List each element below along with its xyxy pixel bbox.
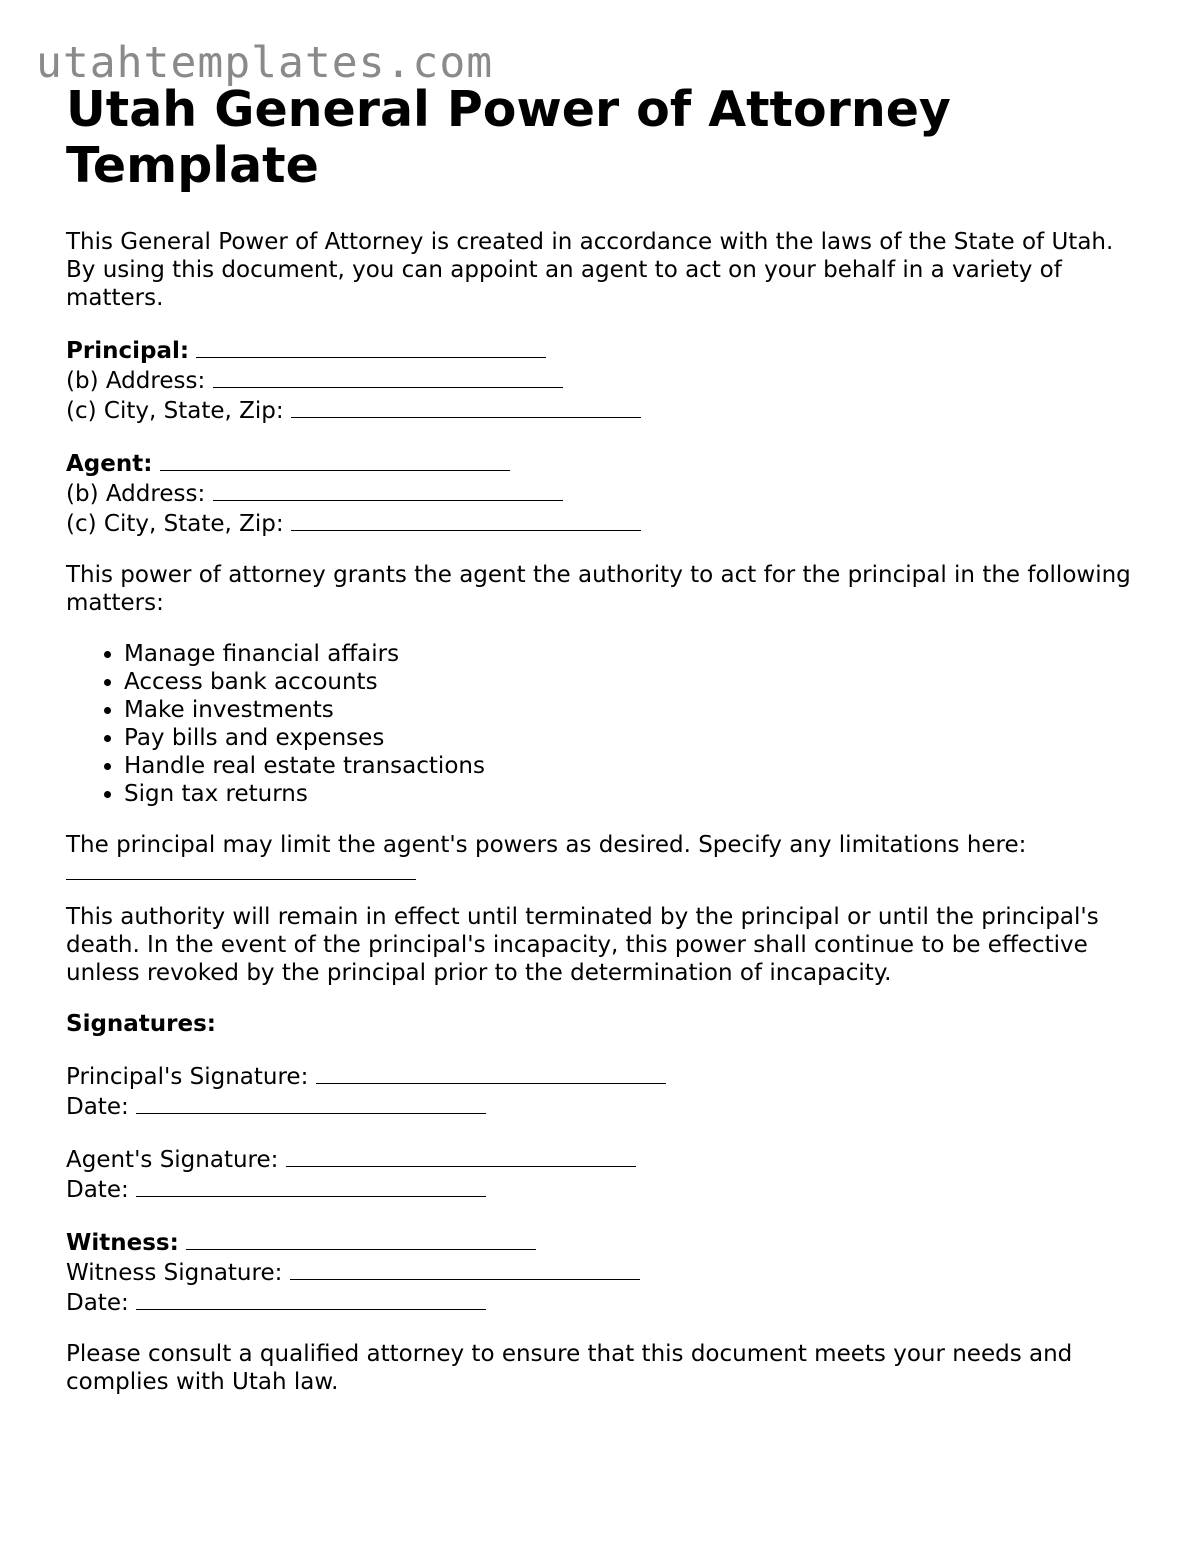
intro-paragraph: This General Power of Attorney is created in accordance with the laws of the State of Utah. By using this document, you can appoint an agent to act on your behalf in a variety of matters. [66, 229, 1114, 311]
witness-section [66, 1227, 1136, 1317]
disclaimer-paragraph: Please consult a qualified attorney to ensure that this document meets your needs and complies with Utah law. [66, 1341, 1073, 1395]
list-item: • Access bank accounts [124, 668, 1136, 696]
witness-date-field[interactable] [136, 1287, 486, 1310]
agent-city-field[interactable] [291, 508, 641, 531]
list-item: • Pay bills and expenses [124, 724, 1136, 752]
limitations-paragraph: The principal may limit the agent's powers as desired. Specify any limitations here: [66, 832, 1027, 858]
agent-signature-label: Agent's Signature: [66, 1147, 279, 1173]
agent-city-label: (c) City, State, Zip: [66, 511, 284, 537]
duration-paragraph: This authority will remain in effect until terminated by the principal or until the principal's death. In the event of the principal's incapacity, this power shall continue to be effective unless revoked by the principal prior to the determination of incapacity. [66, 904, 1099, 986]
principal-section [66, 335, 1136, 425]
principal-date-label: Date: [66, 1094, 129, 1120]
document-page [66, 82, 1136, 1396]
grant-paragraph: This power of attorney grants the agent the authority to act for the principal in the following matters: [66, 562, 1131, 616]
agent-section [66, 448, 1136, 538]
agent-date-label: Date: [66, 1177, 129, 1203]
witness-date-label: Date: [66, 1290, 129, 1316]
agent-date-field[interactable] [136, 1174, 486, 1197]
principal-signature-section [66, 1061, 1136, 1121]
agent-name-field[interactable] [160, 448, 510, 471]
witness-name-field[interactable] [186, 1227, 536, 1250]
limitations-field[interactable] [66, 859, 416, 880]
principal-city-label: (c) City, State, Zip: [66, 398, 284, 424]
principal-date-field[interactable] [136, 1091, 486, 1114]
principal-signature-label: Principal's Signature: [66, 1064, 309, 1090]
principal-address-label: (b) Address: [66, 368, 206, 394]
witness-signature-label: Witness Signature: [66, 1260, 283, 1286]
limitations-section [66, 831, 1136, 880]
witness-label: Witness: [66, 1230, 179, 1256]
list-item: • Handle real estate transactions [124, 752, 1136, 780]
principal-address-field[interactable] [213, 365, 563, 388]
agent-address-label: (b) Address: [66, 481, 206, 507]
signatures-heading: Signatures: [66, 1011, 217, 1037]
principal-signature-field[interactable] [316, 1061, 666, 1084]
agent-label: Agent: [66, 451, 153, 477]
document-title: Utah General Power of Attorney Template [66, 81, 951, 194]
list-item: • Make investments [124, 696, 1136, 724]
witness-signature-field[interactable] [290, 1257, 640, 1280]
principal-label: Principal: [66, 338, 190, 364]
agent-signature-field[interactable] [286, 1144, 636, 1167]
agent-address-field[interactable] [213, 478, 563, 501]
principal-name-field[interactable] [196, 335, 546, 358]
powers-list [66, 640, 1136, 808]
principal-city-field[interactable] [291, 395, 641, 418]
agent-signature-section [66, 1144, 1136, 1204]
list-item: • Manage financial affairs [124, 640, 1136, 668]
site-watermark: utahtemplates.com [36, 38, 494, 88]
list-item: • Sign tax returns [124, 780, 1136, 808]
